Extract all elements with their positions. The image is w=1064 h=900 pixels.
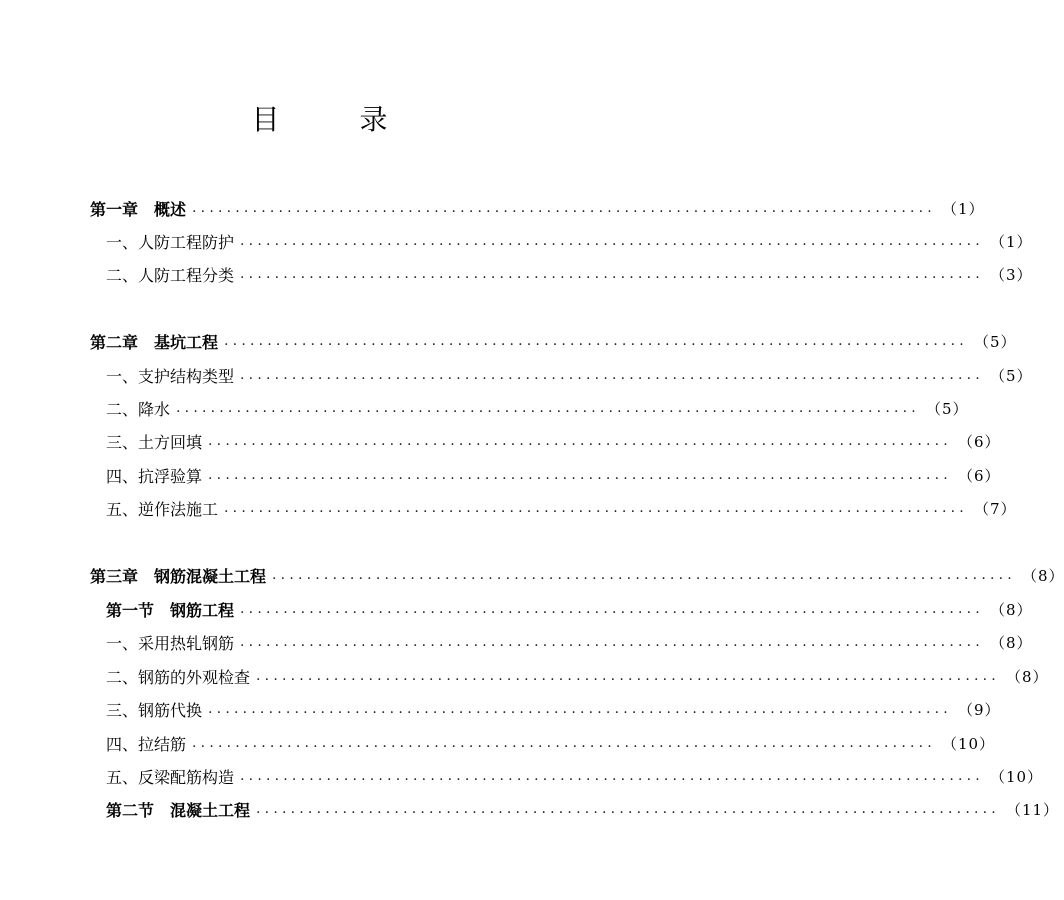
toc-page-number: （7）	[973, 499, 1017, 518]
toc-entry	[106, 229, 1033, 253]
toc-page-number: （9）	[957, 700, 1001, 719]
toc-entry-label: 四、抗浮验算	[106, 466, 203, 486]
toc-entry-label: 二、钢筋的外观检查	[106, 667, 251, 687]
toc-page-number: （5）	[989, 366, 1033, 385]
toc-entry-section-2	[106, 797, 1060, 821]
toc-leader-dots: ......................................................................................	[272, 567, 1016, 583]
toc-leader-dots: ......................................................................................	[240, 634, 984, 650]
toc-entry-label: 一、采用热轧钢筋	[106, 633, 235, 653]
toc-entry-label: 五、反梁配筋构造	[106, 767, 235, 787]
toc-entry	[106, 262, 1033, 286]
toc-entry	[106, 463, 1001, 487]
toc-entry-label: 五、逆作法施工	[106, 499, 219, 519]
toc-entry-label: 第一章 概述	[90, 199, 187, 219]
toc-leader-dots: ......................................................................................	[240, 367, 984, 383]
toc-entry-label: 三、钢筋代换	[106, 700, 203, 720]
toc-entry-label: 第一节 钢筋工程	[106, 600, 235, 620]
toc-leader-dots: ......................................................................................	[208, 433, 952, 449]
toc-entry	[106, 496, 1017, 520]
toc-entry-label: 二、降水	[106, 399, 171, 419]
toc-page-number: （6）	[957, 466, 1001, 485]
toc-entry	[106, 764, 1044, 788]
toc-page-number: （5）	[973, 332, 1017, 351]
toc-entry	[106, 363, 1033, 387]
toc-leader-dots: ......................................................................................	[176, 400, 920, 416]
toc-leader-dots: ......................................................................................	[240, 768, 984, 784]
toc-entry-label: 二、人防工程分类	[106, 265, 235, 285]
toc-page-number: （11）	[1005, 800, 1060, 819]
toc-leader-dots: ......................................................................................	[240, 233, 984, 249]
toc-page-number: （1）	[941, 199, 985, 218]
toc-page-number: （1）	[989, 232, 1033, 251]
toc-entry	[106, 630, 1033, 654]
toc-entry	[106, 731, 996, 755]
toc-entry-label: 第二节 混凝土工程	[106, 800, 251, 820]
toc-leader-dots: ......................................................................................	[192, 200, 936, 216]
toc-entry-chapter-3	[90, 563, 1064, 587]
toc-page-number: （10）	[989, 767, 1044, 786]
toc-entry-chapter-2	[90, 329, 1017, 353]
toc-page-number: （5）	[925, 399, 969, 418]
toc-leader-dots: ......................................................................................	[240, 601, 984, 617]
toc-page-number: （3）	[989, 265, 1033, 284]
toc-leader-dots: ......................................................................................	[192, 735, 936, 751]
toc-page-number: （8）	[989, 600, 1033, 619]
toc-entry-label: 第三章 钢筋混凝土工程	[90, 566, 267, 586]
toc-entry-label: 一、人防工程防护	[106, 232, 235, 252]
toc-leader-dots: ......................................................................................	[208, 701, 952, 717]
toc-page-number: （8）	[1005, 667, 1049, 686]
toc-entry	[106, 664, 1049, 688]
toc-entry-label: 第二章 基坑工程	[90, 332, 219, 352]
toc-page-number: （10）	[941, 734, 996, 753]
toc-page-number: （8）	[989, 633, 1033, 652]
toc-entry	[106, 396, 969, 420]
toc-entry-label: 三、土方回填	[106, 432, 203, 452]
page-title: 目 录	[251, 103, 414, 136]
toc-entry-label: 一、支护结构类型	[106, 366, 235, 386]
toc-entry-label: 四、拉结筋	[106, 734, 187, 754]
toc-entry-section-1	[106, 597, 1033, 621]
toc-entry	[106, 697, 1001, 721]
toc-leader-dots: ......................................................................................	[240, 266, 984, 282]
toc-leader-dots: ......................................................................................	[224, 500, 968, 516]
toc-leader-dots: ......................................................................................	[224, 333, 968, 349]
toc-entry	[106, 429, 1001, 453]
toc-page-number: （8）	[1021, 566, 1064, 585]
toc-leader-dots: ......................................................................................	[256, 668, 1000, 684]
toc-leader-dots: ......................................................................................	[256, 801, 1000, 817]
toc-entry-chapter-1	[90, 196, 985, 220]
toc-page-number: （6）	[957, 432, 1001, 451]
toc-leader-dots: ......................................................................................	[208, 467, 952, 483]
